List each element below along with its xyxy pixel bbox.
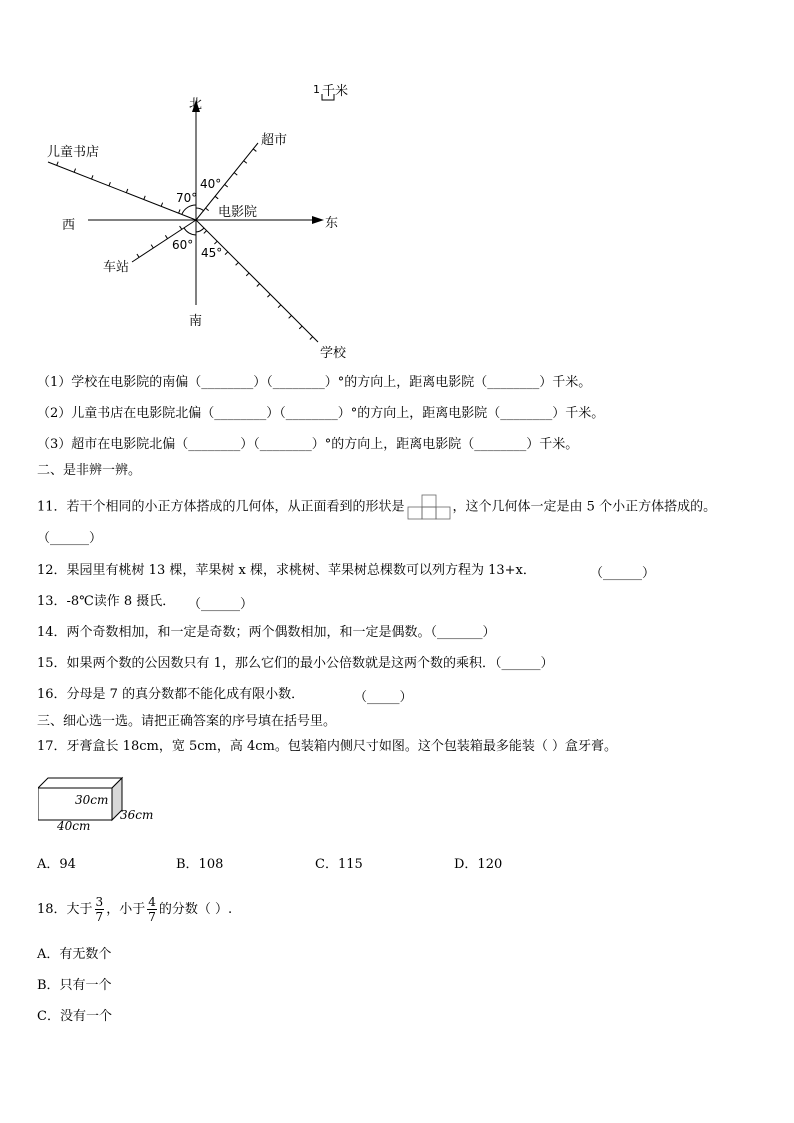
q17-option-d[interactable]: D．120 xyxy=(454,857,503,872)
tick-mark xyxy=(74,169,75,173)
q10-sub2: （2）儿童书店在电影院北偏（________）（________）°的方向上，距离电影院（________）千米。 xyxy=(37,406,605,421)
tick-mark xyxy=(244,161,247,164)
angle-arc-60 xyxy=(184,228,196,235)
tick-mark xyxy=(267,294,270,297)
school-line xyxy=(196,220,318,342)
box-length-label: 40cm xyxy=(57,819,91,833)
q11-text-a: 11．若干个相同的小正方体搭成的几何体，从正面看到的形状是 xyxy=(37,499,405,515)
fraction-4-7 xyxy=(147,895,157,924)
q16-blank: （_____） xyxy=(354,690,413,705)
fraction-3-7 xyxy=(95,895,105,924)
bookstore-line xyxy=(48,162,196,220)
school-label: 学校 xyxy=(320,346,347,361)
q12-blank: （______） xyxy=(590,566,656,581)
tick-mark xyxy=(57,162,58,166)
scale-number: 1 xyxy=(313,83,320,96)
angle-label-70: 70° xyxy=(176,191,198,205)
q18-text xyxy=(37,892,232,928)
tick-mark xyxy=(225,184,228,187)
tick-mark xyxy=(161,203,162,207)
q17-option-b[interactable]: B．108 xyxy=(176,857,224,872)
direction-map xyxy=(0,0,794,370)
frac2-numerator: 4 xyxy=(148,895,156,909)
q11-text-b: ，这个几何体一定是由 5 个小正方体搭成的。 xyxy=(452,499,717,515)
east-label: 东 xyxy=(325,216,339,231)
tick-mark xyxy=(214,241,217,244)
west-label: 西 xyxy=(62,218,76,233)
box-width-label: 36cm xyxy=(120,808,154,822)
tick-mark xyxy=(137,254,139,257)
q15-text: 15．如果两个数的公因数只有 1，那么它们的最小公倍数就是这两个数的乘积．（______） xyxy=(37,656,554,671)
tick-mark xyxy=(278,305,281,308)
tick-mark xyxy=(234,173,237,176)
q13-text: 13．-8℃读作 8 摄氏． xyxy=(37,594,176,609)
scale-label: 千米 xyxy=(322,84,349,99)
tick-mark xyxy=(179,209,180,213)
tick-mark xyxy=(126,189,127,193)
station-label: 车站 xyxy=(103,260,130,275)
frac1-denominator: 7 xyxy=(95,910,104,924)
q18-option-b[interactable]: B．只有一个 xyxy=(37,978,112,993)
tick-mark xyxy=(299,326,302,329)
angle-arc-40 xyxy=(196,208,204,211)
q17-option-c[interactable]: C．115 xyxy=(315,857,363,872)
tick-mark xyxy=(109,182,110,186)
q12-text: 12．果园里有桃树 13 棵，苹果树 x 棵，求桃树、苹果树总棵数可以列方程为 13+x． xyxy=(37,563,536,578)
tick-mark xyxy=(165,235,167,238)
section2-title: 二、是非辨一辨。 xyxy=(37,463,142,478)
front-view-shape xyxy=(407,494,451,520)
q16-text: 16．分母是 7 的真分数都不能化成有限小数． xyxy=(37,687,305,702)
tick-mark xyxy=(151,245,153,248)
north-label: 北 xyxy=(189,97,203,112)
q10-sub1: （1）学校在电影院的南偏（________）（________）°的方向上，距离电影院（________）千米。 xyxy=(37,375,592,390)
q17-text: 17．牙膏盒长 18cm，宽 5cm，高 4cm。包装箱内侧尺寸如图。这个包装箱最多能装（ ）盒牙膏。 xyxy=(37,739,617,754)
q10-sub3: （3）超市在电影院北偏（________）（________）°的方向上，距离电影院（________）千米。 xyxy=(37,437,579,452)
box-height-label: 30cm xyxy=(75,793,109,807)
tick-mark xyxy=(246,273,249,276)
tick-mark xyxy=(204,231,207,234)
south-label: 南 xyxy=(189,314,203,329)
q18-text-b: ，小于 xyxy=(106,902,146,917)
tick-mark xyxy=(257,284,260,287)
section3-title: 三、细心选一选。请把正确答案的序号填在括号里。 xyxy=(37,714,337,729)
q18-option-c[interactable]: C．没有一个 xyxy=(37,1009,112,1024)
frac1-numerator: 3 xyxy=(95,895,104,909)
q18-option-a[interactable]: A．有无数个 xyxy=(37,947,112,962)
tick-mark xyxy=(253,149,256,152)
angle-label-40: 40° xyxy=(200,177,222,191)
tick-mark xyxy=(225,252,228,255)
angle-label-60: 60° xyxy=(172,238,194,252)
supermarket-label: 超市 xyxy=(261,133,288,148)
tick-mark xyxy=(215,196,218,199)
tick-mark xyxy=(206,208,209,211)
tick-mark xyxy=(144,196,145,200)
tick-mark xyxy=(180,226,182,229)
q14-text: 14．两个奇数相加，和一定是奇数；两个偶数相加，和一定是偶数。（_______） xyxy=(37,625,496,640)
q17-option-a[interactable]: A．94 xyxy=(37,857,76,872)
angle-arc-45 xyxy=(196,228,204,232)
tick-mark xyxy=(310,337,313,340)
tick-mark xyxy=(236,262,239,265)
angle-label-45: 45° xyxy=(201,246,223,260)
q13-blank: （______） xyxy=(188,597,254,612)
tick-mark xyxy=(289,315,292,318)
frac2-denominator: 7 xyxy=(148,910,156,924)
q11-text xyxy=(37,494,716,520)
q18-text-c: 的分数（ ）. xyxy=(158,902,233,917)
east-arrow xyxy=(312,216,324,224)
cinema-label: 电影院 xyxy=(218,205,258,220)
tick-mark xyxy=(92,175,93,179)
bookstore-label: 儿童书店 xyxy=(47,145,100,160)
q18-text-a: 18．大于 xyxy=(37,902,93,917)
q11-blank: （______） xyxy=(37,531,103,546)
angle-arc-70 xyxy=(182,205,196,214)
